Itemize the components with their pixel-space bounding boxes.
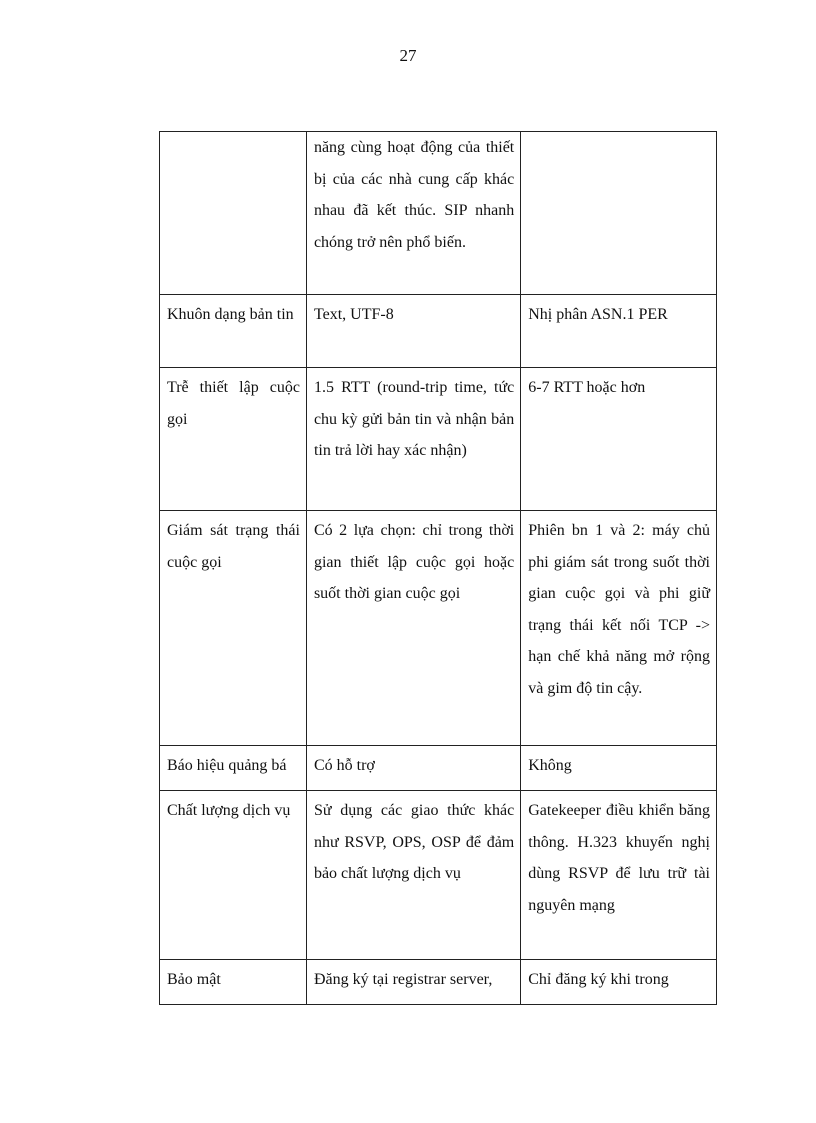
h323-text: Nhị phân ASN.1 PER: [528, 306, 668, 323]
feature-cell: [160, 746, 307, 791]
h323-cell: [521, 746, 717, 791]
feature-cell: [160, 295, 307, 368]
feature-cell: [160, 791, 307, 960]
page-number: 27: [399, 46, 417, 65]
sip-text: Có 2 lựa chọn: chỉ trong thời gian thiết lập cuộc gọi hoặc suốt thời gian cuộc gọi: [313, 522, 515, 602]
feature-text: Khuôn dạng bản tin: [167, 306, 294, 323]
feature-text: Bảo mật: [167, 971, 221, 988]
feature-cell: [160, 960, 307, 1005]
table-row: [160, 295, 717, 368]
h323-text: Không: [528, 757, 572, 774]
sip-text: 1.5 RTT (round-trip time, tức chu kỳ gửi bản tin và nhận bản tin trả lời hay xác nhận): [313, 379, 515, 459]
table-row: [160, 960, 717, 1005]
sip-text: Text, UTF-8: [313, 306, 394, 323]
sip-text: Có hỗ trợ: [313, 757, 375, 774]
feature-text: Trễ thiết lập cuộc gọi: [167, 379, 300, 428]
h323-text: Gatekeeper điều khiển băng thông. H.323 khuyến nghị dùng RSVP để lưu trữ tài nguyên mạng: [528, 802, 710, 914]
feature-text: Báo hiệu quảng bá: [167, 757, 287, 774]
table-row: [160, 132, 717, 295]
h323-cell: [521, 791, 717, 960]
sip-cell: [306, 132, 520, 295]
sip-text: năng cùng hoạt động của thiết bị của các nhà cung cấp khác nhau đã kết thúc. SIP nhanh chóng trở nên phổ biến.: [313, 139, 515, 251]
sip-cell: [306, 746, 520, 791]
sip-cell: [306, 368, 520, 511]
h323-text: 6-7 RTT hoặc hơn: [528, 379, 646, 396]
sip-cell: [306, 791, 520, 960]
table-row: [160, 791, 717, 960]
h323-cell: [521, 368, 717, 511]
sip-cell: [306, 960, 520, 1005]
h323-cell: [521, 295, 717, 368]
feature-cell: [160, 368, 307, 511]
h323-text: Phiên bn 1 và 2: máy chủ phi giám sát trong suốt thời gian cuộc gọi và phi giữ trạng thái kết nối TCP -> hạn chế khả năng mở rộng và gim độ tin cậy.: [528, 522, 710, 697]
sip-text: Đăng ký tại registrar server,: [313, 971, 493, 988]
table-row: [160, 368, 717, 511]
comparison-table: [159, 131, 717, 1005]
feature-cell: [160, 132, 307, 295]
h323-cell: [521, 511, 717, 746]
h323-text: Chỉ đăng ký khi trong: [528, 971, 669, 988]
sip-cell: [306, 511, 520, 746]
sip-text: Sử dụng các giao thức khác như RSVP, OPS, OSP để đảm bảo chất lượng dịch vụ: [313, 802, 515, 882]
feature-cell: [160, 511, 307, 746]
h323-cell: [521, 132, 717, 295]
feature-text: Chất lượng dịch vụ: [167, 802, 291, 819]
h323-cell: [521, 960, 717, 1005]
feature-text: Giám sát trạng thái cuộc gọi: [167, 522, 300, 571]
table-row: [160, 511, 717, 746]
sip-cell: [306, 295, 520, 368]
table-row: [160, 746, 717, 791]
